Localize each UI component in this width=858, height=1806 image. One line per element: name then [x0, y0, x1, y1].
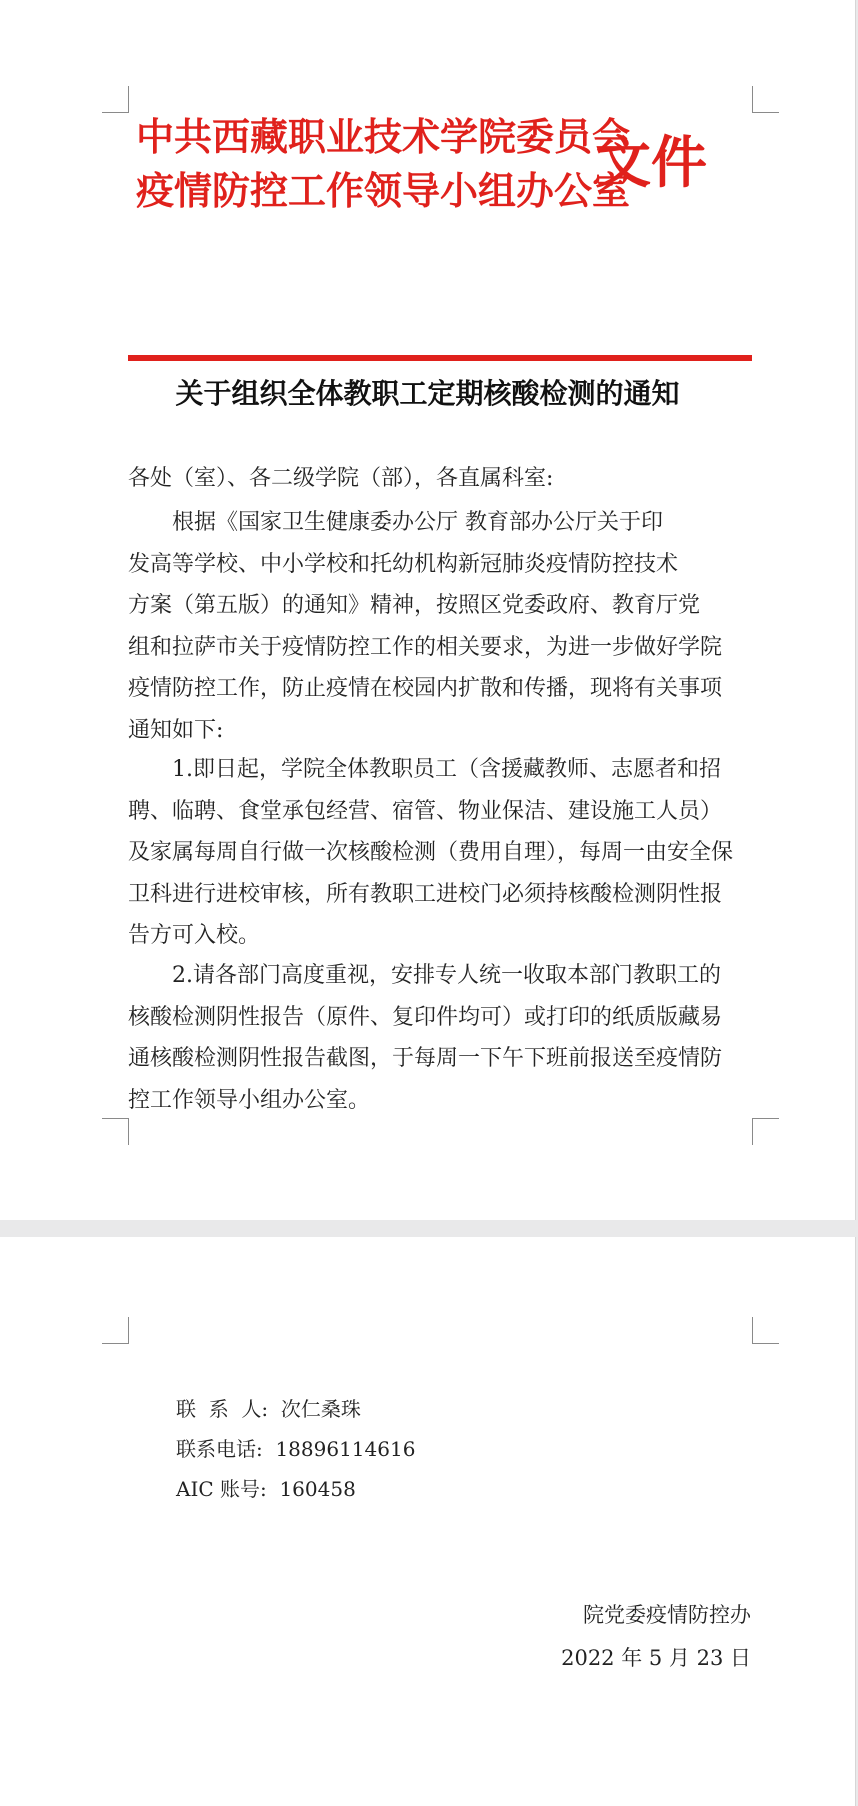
- margin-mark-top-left: [102, 86, 129, 113]
- salutation: 各处（室）、各二级学院（部），各直属科室:: [128, 466, 554, 491]
- signature-office: 院党委疫情防控办: [583, 1603, 751, 1627]
- paragraph-line: 卫科进行进校审核，所有教职工进校门必须持核酸检测阴性报: [128, 881, 723, 907]
- body-paragraph-1: [128, 502, 754, 751]
- paragraph-line: 2.请各部门高度重视，安排专人统一收取本部门教职工的: [128, 963, 721, 988]
- margin-mark-top-left: [102, 1317, 129, 1344]
- red-divider-line: [128, 355, 752, 361]
- contact-aic-account: AIC 账号: 160458: [176, 1477, 356, 1501]
- paragraph-line: 根据《国家卫生健康委办公厅 教育部办公厅关于印: [128, 510, 663, 535]
- paragraph-line: 核酸检测阴性报告（原件、复印件均可）或打印的纸质版藏易: [128, 1004, 723, 1030]
- paragraph-line: 1.即日起，学院全体教职员工（含援藏教师、志愿者和招: [128, 757, 721, 782]
- paragraph-line: 发高等学校、中小学校和托幼机构新冠肺炎疫情防控技术: [128, 551, 679, 577]
- signature-date: 2022 年 5 月 23 日: [561, 1646, 751, 1670]
- issuing-organization: [136, 110, 630, 218]
- margin-mark-top-right: [752, 1317, 779, 1344]
- margin-mark-top-right: [752, 86, 779, 113]
- paragraph-line: 组和拉萨市关于疫情防控工作的相关要求，为进一步做好学院: [128, 634, 723, 660]
- document-label: 文件: [595, 130, 707, 196]
- contact-person: 联 系 人: 次仁桑珠: [176, 1397, 361, 1421]
- margin-mark-bottom-left: [102, 1118, 129, 1145]
- margin-mark-bottom-right: [752, 1118, 779, 1145]
- contact-phone: 联系电话: 18896114616: [176, 1437, 416, 1461]
- org-line-2: 疫情防控工作领导小组办公室: [136, 168, 631, 213]
- paragraph-line: 告方可入校。: [128, 923, 261, 948]
- paragraph-line: 及家属每周自行做一次核酸检测（费用自理），每周一由安全保: [128, 840, 734, 865]
- org-line-1: 中共西藏职业技术学院委员会: [136, 114, 631, 159]
- paragraph-line: 通知如下:: [128, 717, 224, 743]
- notice-title: 关于组织全体教职工定期核酸检测的通知: [175, 377, 680, 410]
- paragraph-line: 方案（第五版）的通知》精神，按照区党委政府、教育厅党: [128, 593, 701, 618]
- paragraph-line: 控工作领导小组办公室。: [128, 1087, 371, 1113]
- paragraph-line: 通核酸检测阴性报告截图，于每周一下午下班前报送至疫情防: [128, 1046, 723, 1071]
- body-paragraph-2: [128, 749, 754, 957]
- paragraph-line: 疫情防控工作，防止疫情在校园内扩散和传播，现将有关事项: [128, 676, 723, 701]
- paragraph-line: 聘、临聘、食堂承包经营、宿管、物业保洁、建设施工人员）: [128, 798, 723, 824]
- body-paragraph-3: [128, 955, 754, 1121]
- document-page-2: [0, 1237, 856, 1806]
